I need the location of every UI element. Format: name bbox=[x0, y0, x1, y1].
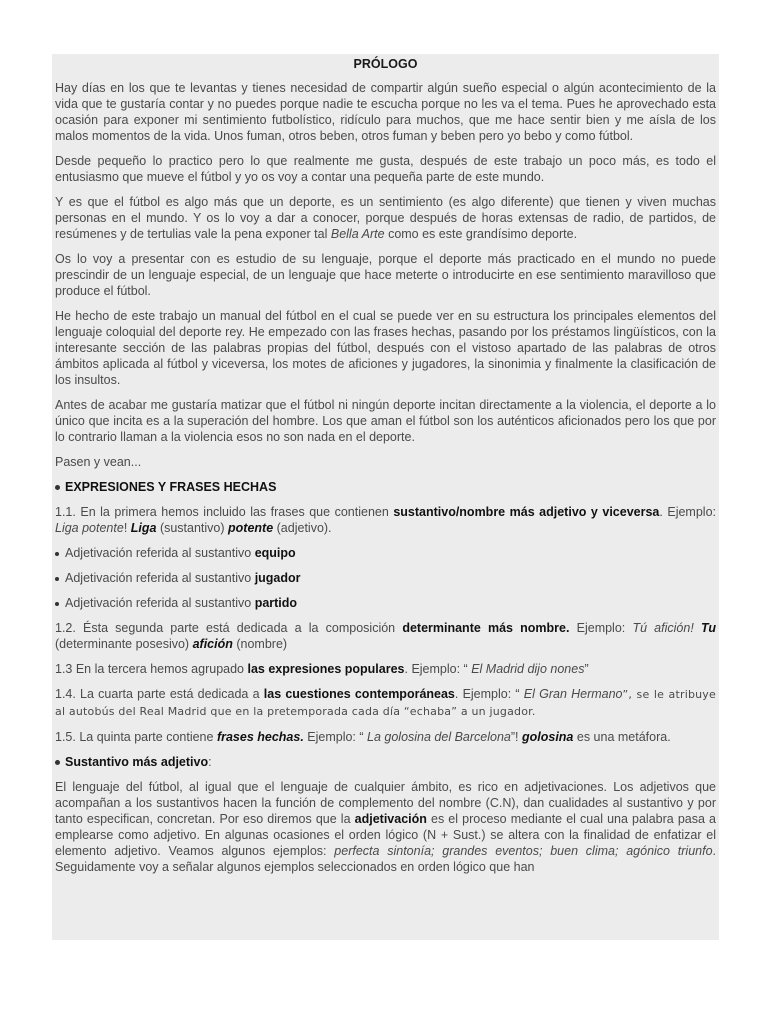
bold-italic-text: afición bbox=[192, 637, 233, 651]
text: (sustantivo) bbox=[156, 521, 229, 535]
italic-text: Bella Arte bbox=[330, 227, 385, 241]
text: 1.1. En la primera hemos incluido las frases que contienen bbox=[55, 505, 394, 519]
italic-text: Tú afición! bbox=[632, 621, 694, 635]
text: ” bbox=[584, 662, 589, 676]
italic-text: La golosina del Barcelona bbox=[367, 730, 511, 744]
paragraph-3 bbox=[55, 194, 716, 242]
bold-text: las expresiones populares bbox=[247, 662, 405, 676]
document-page bbox=[52, 54, 719, 940]
subsection-1-1 bbox=[55, 504, 716, 536]
text: Ejemplo: bbox=[569, 621, 633, 635]
paragraph-5: He hecho de este trabajo un manual del fútbol en el cual se puede ver en su estructura los principales elementos del lenguaje coloquial del deporte rey. He empezado con las frases hechas, pasando por los préstamos lingüísticos, con la interesante sección de las palabras propias del fútbol, después con el vistoso apartado de las palabras de otros ámbitos aplicada al fútbol y viceversa, los motes de aficiones y jugadores, la sinonimia y finalmente la clasificación de los insultos. bbox=[55, 309, 716, 387]
text: . Ejemplo: bbox=[659, 505, 716, 519]
bold-italic-text: potente bbox=[228, 521, 274, 535]
subsection-1-5 bbox=[55, 729, 716, 745]
text: 1.2. Ésta segunda parte está dedicada a la composición bbox=[55, 621, 403, 635]
bold-italic-text: frases hechas. bbox=[216, 730, 304, 744]
list-item bbox=[55, 595, 716, 611]
subsection-1-4 bbox=[55, 686, 716, 720]
section-heading-expresiones bbox=[55, 479, 716, 495]
text: Adjetivación referida al sustantivo bbox=[65, 546, 255, 560]
bold-italic-text: Tu bbox=[700, 621, 717, 635]
italic-text: El Madrid dijo nones bbox=[471, 662, 585, 676]
text: Adjetivación referida al sustantivo bbox=[65, 596, 255, 610]
text: (nombre) bbox=[232, 637, 288, 651]
bold-text: adjetivación bbox=[354, 812, 427, 826]
text: es el proceso mediante el cual una palabra pasa a emplearse como adjetivo. En algunas ocasiones el orden lógico (N + Sust.) se altera con la finalidad de enfatizar el elemento adjetivo. Veamos algunos ejemplos: bbox=[55, 812, 716, 858]
section-title: EXPRESIONES Y FRASES HECHAS bbox=[65, 480, 277, 494]
text: 1.5. La quinta parte contiene bbox=[55, 730, 217, 744]
italic-text: Liga potente bbox=[55, 521, 124, 535]
section-heading-sustantivo bbox=[55, 754, 716, 770]
subsection-1-3 bbox=[55, 661, 716, 677]
bold-text: partido bbox=[254, 596, 298, 610]
italic-text: perfecta sintonía; grandes eventos; buen clima; agónico triunfo bbox=[334, 844, 713, 858]
text: ”, se le atribuye al autobús del Real Madrid que en la pretemporada cada día “echaba” a un jugador. bbox=[55, 688, 716, 718]
paragraph-7: Pasen y vean... bbox=[55, 455, 142, 469]
text: ”! bbox=[510, 730, 522, 744]
text bbox=[694, 621, 701, 635]
bold-text: sustantivo/nombre más adjetivo y viceversa bbox=[393, 505, 660, 519]
subsection-1-2 bbox=[55, 620, 716, 652]
page-title: PRÓLOGO bbox=[353, 57, 418, 71]
text: Ejemplo: “ bbox=[303, 730, 368, 744]
paragraph-1: Hay días en los que te levantas y tienes necesidad de compartir algún sueño especial o algún acontecimiento de la vida que te gustaría contar y no puedes porque nadie te escucha porque no les va el tema. Pues he aprovechado esta ocasión para exponer mi sentimiento futbolístico, ridículo para muchos, que me hace sentir bien y me aísla de los malos momentos de la vida. Unos fuman, otros beben, otros fuman y beben pero yo bebo y como fútbol. bbox=[55, 81, 716, 143]
text: . Ejemplo: “ bbox=[404, 662, 472, 676]
text: 1.4. La cuarta parte está dedicada a bbox=[55, 687, 264, 701]
bold-text: las cuestiones contemporáneas bbox=[263, 687, 455, 701]
section-title: Sustantivo más adjetivo bbox=[65, 755, 209, 769]
italic-text: El Gran Hermano bbox=[523, 687, 623, 701]
text: 1.3 En la tercera hemos agrupado bbox=[55, 662, 248, 676]
text: es una metáfora. bbox=[573, 730, 671, 744]
text: : bbox=[208, 755, 212, 769]
text: (adjetivo). bbox=[273, 521, 332, 535]
bold-text: jugador bbox=[254, 571, 301, 585]
bold-text: equipo bbox=[254, 546, 296, 560]
paragraph-8 bbox=[55, 779, 716, 875]
text: ! bbox=[123, 521, 131, 535]
list-item bbox=[55, 545, 716, 561]
paragraph-6: Antes de acabar me gustaría matizar que el fútbol ni ningún deporte incitan directamente a la violencia, el deporte a lo único que incita es a la superación del hombre. Los que aman el fútbol son los auténticos aficionados pero los que por lo contrario llaman a la violencia esos no son nada en el deporte. bbox=[55, 398, 716, 444]
text: . Ejemplo: “ bbox=[454, 687, 524, 701]
text: El lenguaje del fútbol, al igual que el lenguaje de cualquier ámbito, es rico en adjetivaciones. Los adjetivos que acompañan a los sustantivos hacen la función de complemento del nombre (C.N), dan cualidades al sustantivo y por tanto especifican, concretan. Por eso diremos que la bbox=[55, 780, 716, 826]
bold-italic-text: golosina bbox=[521, 730, 574, 744]
bold-italic-text: Liga bbox=[130, 521, 157, 535]
bold-text: determinante más nombre. bbox=[402, 621, 570, 635]
paragraph-2: Desde pequeño lo practico pero lo que realmente me gusta, después de este trabajo un poco más, es todo el entusiasmo que mueve el fútbol y yo os voy a contar una pequeña parte de este mundo. bbox=[55, 154, 716, 184]
text: Y es que el fútbol es algo más que un deporte, es un sentimiento (es algo diferente) que tienen y viven muchas personas en el mundo. Y os lo voy a dar a conocer, porque después de horas extensas de radio, de partidos, de resúmenes y de tertulias vale la pena exponer tal bbox=[55, 195, 716, 241]
text: Adjetivación referida al sustantivo bbox=[65, 571, 255, 585]
list-item bbox=[55, 570, 716, 586]
text: (determinante posesivo) bbox=[55, 637, 193, 651]
text: como es este grandísimo deporte. bbox=[384, 227, 578, 241]
text: . Seguidamente voy a señalar algunos ejemplos seleccionados en orden lógico que han bbox=[55, 844, 717, 874]
paragraph-4: Os lo voy a presentar con es estudio de su lenguaje, porque el deporte más practicado en el mundo no puede prescindir de un lenguaje especial, de un lenguaje que hace meterte o introducirte en ese sentimiento maravilloso que produce el fútbol. bbox=[55, 252, 716, 298]
